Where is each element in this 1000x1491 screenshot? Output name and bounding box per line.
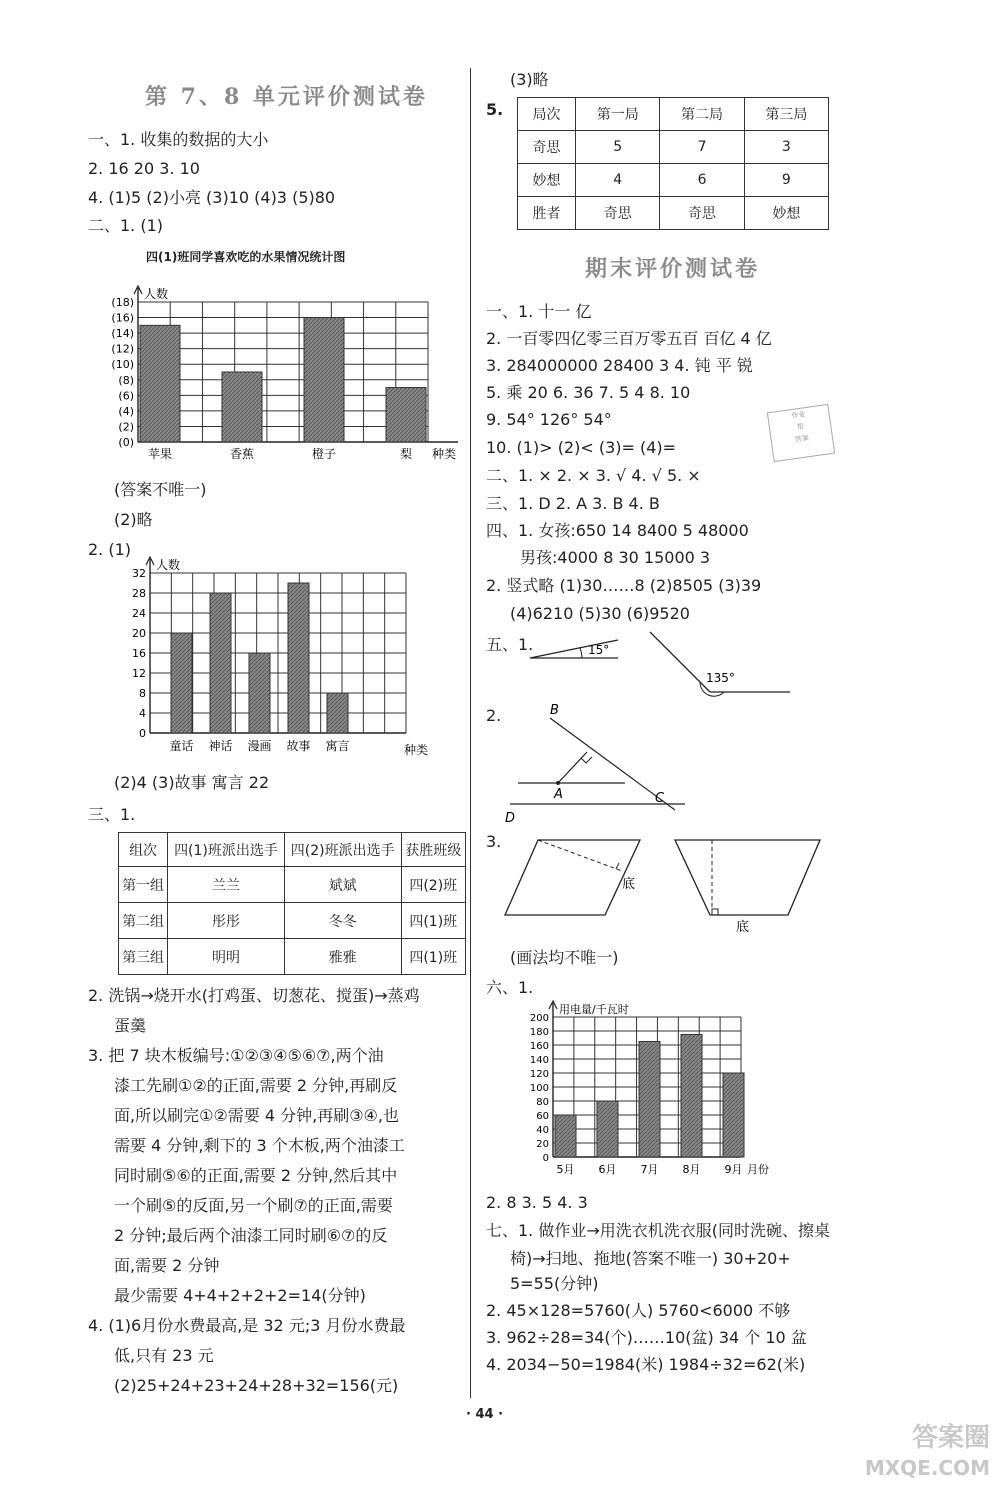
para-9: 2 分钟;最后两个油漆工同时刷⑥⑦的反: [114, 1226, 388, 1245]
geo-2-label: 2.: [486, 706, 502, 725]
y-tick-label: 20: [132, 627, 146, 640]
bar-6月: [597, 1101, 618, 1157]
category-label: 童话: [169, 739, 194, 753]
trapezoid: [675, 840, 820, 915]
x-axis-label: 月份: [747, 1163, 769, 1176]
right-section-title: 期末评价测试卷: [585, 256, 761, 282]
bar-故事: [288, 583, 309, 733]
th-group: 组次: [119, 833, 168, 867]
right-line-12: (4)6210 (5)30 (6)9520: [510, 604, 690, 623]
right-line-6: 10. (1)> (2)< (3)= (4)=: [486, 438, 677, 457]
category-label: 梨: [399, 447, 413, 461]
chart-books: [118, 545, 448, 760]
y-tick-label: 80: [536, 1097, 549, 1108]
q6-label: 六、1.: [486, 978, 534, 997]
table-row: 妙想 4 6 9: [518, 164, 829, 197]
point-a: [556, 781, 560, 785]
left-section-title: 第 7、8 单元评价测试卷: [145, 84, 428, 110]
bar-苹果: [140, 325, 180, 442]
right-line-2: 2. 一百零四亿零三百万零五百 百亿 4 亿: [486, 329, 772, 348]
y-tick-label: (16): [111, 311, 134, 325]
parallelogram: [505, 840, 640, 915]
right-line-1: 一、1. 十一 亿: [486, 302, 592, 321]
table-row: 第二组 彤彤 冬冬 四(1)班: [119, 903, 466, 939]
watermark-logo: 答案圈 MXQE.COM: [864, 1423, 990, 1480]
para-6: 需要 4 分钟,剩下的 3 个木板,两个油漆工: [114, 1136, 405, 1155]
category-label: 6月: [598, 1163, 617, 1176]
q5-label: 5.: [486, 100, 504, 119]
category-label: 8月: [682, 1163, 701, 1176]
y-tick-label: 28: [132, 587, 146, 600]
y-tick-label: 32: [132, 567, 146, 580]
y-tick-label: 160: [529, 1041, 549, 1052]
bar-神话: [210, 593, 231, 733]
y-tick-label: 100: [529, 1083, 549, 1094]
angle-figures: [520, 630, 820, 700]
right-line-16: 5=55(分钟): [510, 1274, 599, 1293]
y-tick-label: 16: [132, 647, 146, 660]
th-class1: 四(1)班派出选手: [168, 833, 285, 867]
right-line-15: 椅)→扫地、拖地(答案不唯一) 30+20+: [510, 1249, 791, 1268]
category-label: 漫画: [247, 739, 272, 753]
para-5: 面,所以刷完①②需要 4 分钟,再刷③④,也: [114, 1106, 399, 1125]
stamp-seal: 作业 帮 答案: [767, 404, 835, 462]
category-label: 故事: [286, 739, 311, 753]
y-tick-label: (14): [111, 327, 134, 341]
right-line-5: 9. 54° 126° 54°: [486, 410, 612, 429]
category-label: 9月: [724, 1163, 743, 1176]
base-label-2: 底: [736, 920, 750, 935]
y-tick-label: 0: [139, 727, 146, 740]
para-4: 漆工先刷①②的正面,需要 2 分钟,再刷反: [114, 1076, 398, 1095]
right-line-4: 5. 乘 20 6. 36 7. 5 4 8. 10: [486, 383, 691, 402]
q3-label: 三、1.: [88, 805, 136, 824]
y-tick-label: 60: [536, 1111, 549, 1122]
y-tick-label: (18): [111, 296, 134, 309]
bar-9月: [723, 1073, 744, 1157]
rounds-table: 局次 第一局 第二局 第三局 奇思 5 7 3 妙想 4 6 9 胜者 奇思 奇思 妙想: [517, 97, 829, 230]
table-row: 胜者 奇思 奇思 妙想: [518, 197, 829, 230]
category-label: 橙子: [311, 447, 337, 461]
category-label: 苹果: [147, 447, 173, 461]
angle2-label: 135°: [706, 671, 735, 685]
bar-寓言: [327, 693, 348, 733]
table-row: 第一组 兰兰 斌斌 四(2)班: [119, 867, 466, 903]
x-axis-label: 种类: [404, 743, 429, 757]
para-10: 面,需要 2 分钟: [114, 1256, 220, 1275]
y-tick-label: (8): [118, 373, 134, 387]
bar-梨: [386, 388, 426, 442]
y-tick-label: 12: [132, 667, 146, 680]
contest-table: [118, 832, 466, 975]
geo-3-label: 3.: [486, 832, 502, 851]
chart-electricity: [515, 983, 795, 1183]
column-divider: [470, 68, 471, 1398]
th-class2: 四(2)班派出选手: [284, 833, 401, 867]
category-label: 神话: [208, 739, 233, 753]
right-line-19: 4. 2034−50=1984(米) 1984÷32=62(米): [486, 1355, 806, 1374]
q2-label: 2. (1): [88, 540, 132, 559]
y-tick-label: 200: [529, 1013, 549, 1024]
right-line-11: 2. 竖式略 (1)30……8 (2)8505 (3)39: [486, 576, 762, 595]
angle1-arc: [580, 648, 582, 658]
category-label: 香蕉: [229, 447, 255, 461]
angle2-ray-a: [650, 632, 710, 692]
svg-text:B: B: [550, 703, 559, 718]
chart1-q2: (2)略: [114, 510, 153, 529]
right-line-18: 3. 962÷28=34(个)……10(盆) 34 个 10 盆: [486, 1328, 807, 1347]
y-tick-label: (4): [118, 404, 134, 418]
right-line-14: 七、1. 做作业→用洗衣机洗衣服(同时洗碗、擦桌: [486, 1221, 831, 1240]
bar-童话: [171, 633, 192, 733]
right-line-13: 2. 8 3. 5 4. 3: [486, 1193, 588, 1212]
y-tick-label: (10): [111, 358, 134, 372]
y-tick-label: 20: [536, 1139, 549, 1150]
para-12: 4. (1)6月份水费最高,是 32 元;3 月份水费最: [88, 1316, 406, 1335]
table-row: 第三组 明明 雅雅 四(1)班: [119, 939, 466, 975]
right-line-8: 三、1. D 2. A 3. B 4. B: [486, 494, 660, 513]
chart1-title: 四(1)班同学喜欢吃的水果情况统计图: [146, 250, 346, 264]
parallel-lines-figure: [500, 700, 700, 830]
para-14: (2)25+24+23+24+28+32=156(元): [114, 1376, 399, 1395]
bar-7月: [639, 1042, 660, 1158]
y-tick-label: (2): [118, 420, 134, 434]
svg-text:D: D: [505, 811, 516, 826]
para-1: 2. 洗锅→烧开水(打鸡蛋、切葱花、搅蛋)→蒸鸡: [88, 986, 420, 1005]
right-line-7: 二、1. × 2. × 3. √ 4. √ 5. ×: [486, 466, 701, 485]
right-top-line: (3)略: [510, 70, 549, 89]
svg-text:C: C: [655, 791, 665, 806]
shapes-figure: [500, 835, 830, 940]
bar-8月: [681, 1035, 702, 1158]
right-line-10: 男孩:4000 8 30 15000 3: [520, 548, 711, 567]
svg-text:A: A: [554, 787, 563, 802]
chart1-note: (答案不唯一): [114, 480, 207, 499]
y-tick-label: 180: [529, 1027, 549, 1038]
y-tick-label: 4: [139, 707, 146, 720]
left-line-1: 一、1. 收集的数据的大小: [88, 130, 269, 149]
right-line-9: 四、1. 女孩:650 14 8400 5 48000: [486, 521, 749, 540]
bar-橙子: [304, 318, 344, 442]
para-13: 低,只有 23 元: [114, 1346, 214, 1365]
geo-5-1-label: 五、1.: [486, 635, 534, 654]
base-label-1: 底: [622, 877, 636, 892]
y-tick-label: 8: [139, 687, 146, 700]
page-number: · 44 ·: [466, 1407, 504, 1422]
bar-5月: [555, 1115, 576, 1157]
y-axis-label: 人数: [144, 287, 169, 301]
right-line-17: 2. 45×128=5760(人) 5760<6000 不够: [486, 1301, 791, 1320]
bar-漫画: [249, 653, 270, 733]
y-tick-label: 140: [529, 1055, 549, 1066]
table-row: 奇思 5 7 3: [518, 131, 829, 164]
perpendicular: [558, 752, 587, 783]
drawing-note: (画法均不唯一): [510, 948, 619, 967]
category-label: 寓言: [325, 739, 350, 753]
y-tick-label: (12): [111, 342, 134, 356]
y-tick-label: (6): [118, 389, 134, 403]
y-tick-label: (0): [118, 436, 134, 449]
bar-香蕉: [222, 372, 262, 442]
para-3: 3. 把 7 块木板编号:①②③④⑤⑥⑦,两个油: [88, 1046, 384, 1065]
x-axis-label: 种类: [432, 447, 457, 461]
left-line-3: 4. (1)5 (2)小亮 (3)10 (4)3 (5)80: [88, 188, 336, 207]
y-axis-label: 用电量/千瓦时: [559, 1003, 629, 1016]
para-2: 蛋羹: [114, 1016, 147, 1035]
angle1-label: 15°: [588, 643, 610, 657]
category-label: 7月: [640, 1163, 659, 1176]
y-tick-label: 24: [132, 607, 146, 620]
chart2-answer: (2)4 (3)故事 寓言 22: [114, 773, 270, 792]
chart-fruit: [100, 278, 470, 468]
left-line-2: 2. 16 20 3. 10: [88, 159, 200, 178]
right-line-3: 3. 284000000 28400 3 4. 钝 平 锐: [486, 356, 753, 375]
y-tick-label: 0: [542, 1153, 549, 1164]
para-8: 一个刷⑤的反面,另一个刷⑦的正面,需要: [114, 1196, 393, 1215]
para-7: 同时刷⑤⑥的正面,需要 2 分钟,然后其中: [114, 1166, 398, 1185]
left-line-4: 二、1. (1): [88, 216, 164, 235]
y-axis-label: 人数: [156, 558, 181, 572]
category-label: 5月: [556, 1163, 575, 1176]
y-tick-label: 40: [536, 1125, 549, 1136]
para-11: 最少需要 4+4+2+2+2=14(分钟): [114, 1286, 366, 1305]
y-tick-label: 120: [529, 1069, 549, 1080]
th-winner: 获胜班级: [401, 833, 465, 867]
